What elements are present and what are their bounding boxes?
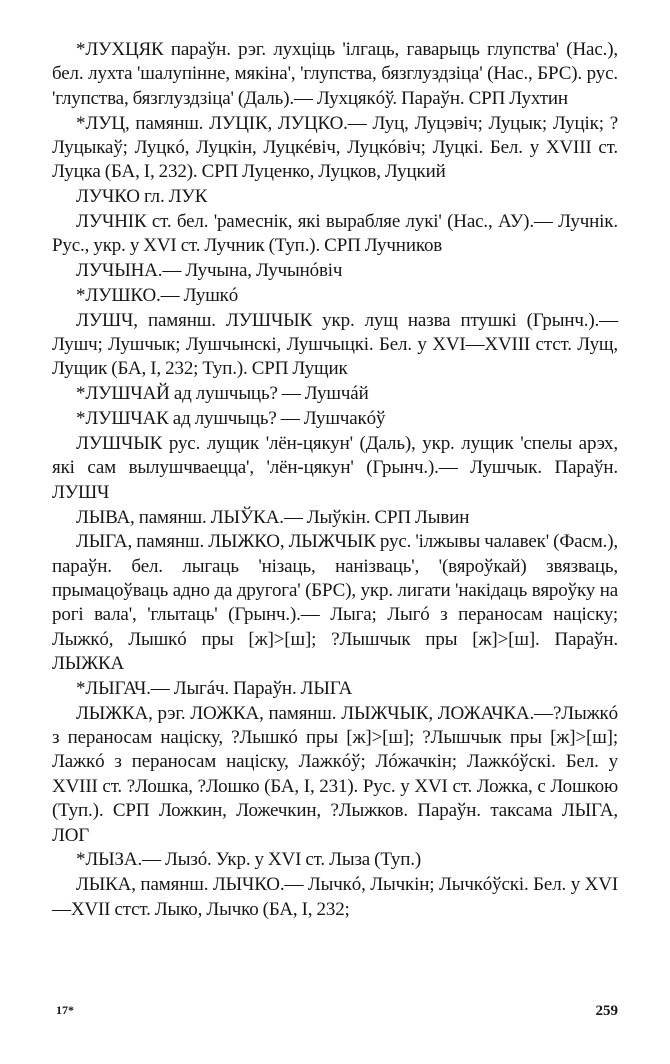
entry-lyzhka: ЛЫЖКА, рэг. ЛОЖКА, памянш. ЛЫЖЧЫК, ЛОЖАЧКА.—?Лыжкó з пераносам націску, ?Лышкó пры [ж]>[ш]; ?Лышчык пры [ж]>[ш]; Лажкó з пераносам націску, Лажкóў; Лóжачкін; Лажкóўскі. Бел. у XVIII ст. ?Лошка, ?Лошко (БА, I, 231). Рус. у XVI ст. Ложка, с Лошкою (Туп.). СРП Ложкин, Ложечкин, ?Лыжков. Параўн. таксама ЛЫГА, ЛОГ (52, 702, 618, 846)
entry-lyva: ЛЫВА, памянш. ЛЫЎКА.— Лыўкін. СРП Лывин (76, 506, 470, 528)
entry-luchko: ЛУЧКО гл. ЛУК (76, 186, 208, 208)
entry-luts: *ЛУЦ, памянш. ЛУЦІК, ЛУЦКО.— Луц, Луцэвіч; Луцык; Луцік; ?Луцыкаў; Луцкó, Луцкін, Луцкéвіч, Луцкóвіч; Луцкі. Бел. у XVIII ст. Луцка (БА, I, 232). СРП Луценко, Луцков, Луцкий (52, 112, 618, 183)
dictionary-page (52, 38, 618, 922)
entry-lushchyk: ЛУШЧЫК рус. лущик 'лён-цякун' (Даль), укр. лущик 'спелы арэх, які сам вылушчваецца', 'лён-цякун' (Грынч.).— Лушчык. Параўн. ЛУШЧ (52, 433, 618, 503)
entry-luchyna: ЛУЧЫНА.— Лучына, Лучынóвіч (76, 260, 343, 282)
entry-lyhach: *ЛЫГАЧ.— Лыгáч. Параўн. ЛЫГА (76, 677, 353, 699)
page-number: 259 (595, 1003, 618, 1019)
entry-lyka: ЛЫКА, памянш. ЛЫЧКО.— Лычкó, Лычкін; Лычкóўскі. Бел. у XVI—XVII стст. Лыко, Лычко (БА, I, 232; (52, 874, 618, 920)
entry-lushko: *ЛУШКО.— Лушкó (76, 284, 239, 306)
entry-lyza: *ЛЫЗА.— Лызó. Укр. у XVI ст. Лыза (Туп.) (76, 849, 422, 871)
entry-lyha: ЛЫГА, памянш. ЛЫЖКО, ЛЫЖЧЫК рус. 'ілжывы чалавек' (Фасм.), параўн. бел. лыгаць 'нізаць, нанізваць', '(вяроўкай) звязваць, прымацоўваць адно да другога' (БРС), укр. лигати 'накідаць вяроўку на рогі вала', 'глытаць' (Грынч.).— Лыга; Лыгó з пераносам націску; Лыжкó, Лышкó пры [ж]>[ш]; ?Лышчык пры [ж]>[ш]. Параўн. ЛЫЖКА (52, 531, 618, 675)
page-footer (56, 1003, 618, 1025)
entry-lushch: ЛУШЧ, памянш. ЛУШЧЫК укр. лущ назва птушкі (Грынч.).— Лушч; Лушчык; Лушчынскі, Лушчыцкі. Бел. у XVI—XVIII стст. Лущ, Лущик (БА, I, 232; Туп.). СРП Лущик (52, 309, 618, 380)
entry-luhtsiak: *ЛУХЦЯК параўн. рэг. лухціць 'ілгаць, гаварыць глупства' (Нас.), бел. лухта 'шалупінне, мякіна', 'глупства, бязглуздзіца' (Нас., БРС). рус. 'глупства, бязглуздзіца' (Даль).— Лухцякóў. Параўн. СРП Лухтин (52, 39, 618, 109)
entry-luchnik: ЛУЧНІК ст. бел. 'рамеснік, які вырабляе лукі' (Нас., АУ).— Лучнік. Рус., укр. у XVI ст. Лучник (Туп.). СРП Лучников (52, 210, 618, 257)
signature-mark: 17* (56, 1003, 74, 1017)
entry-lushchak: *ЛУШЧАК ад лушчыць? — Лушчакóў (76, 408, 386, 430)
entry-lushchai: *ЛУШЧАЙ ад лушчыць? — Лушчáй (76, 383, 369, 405)
